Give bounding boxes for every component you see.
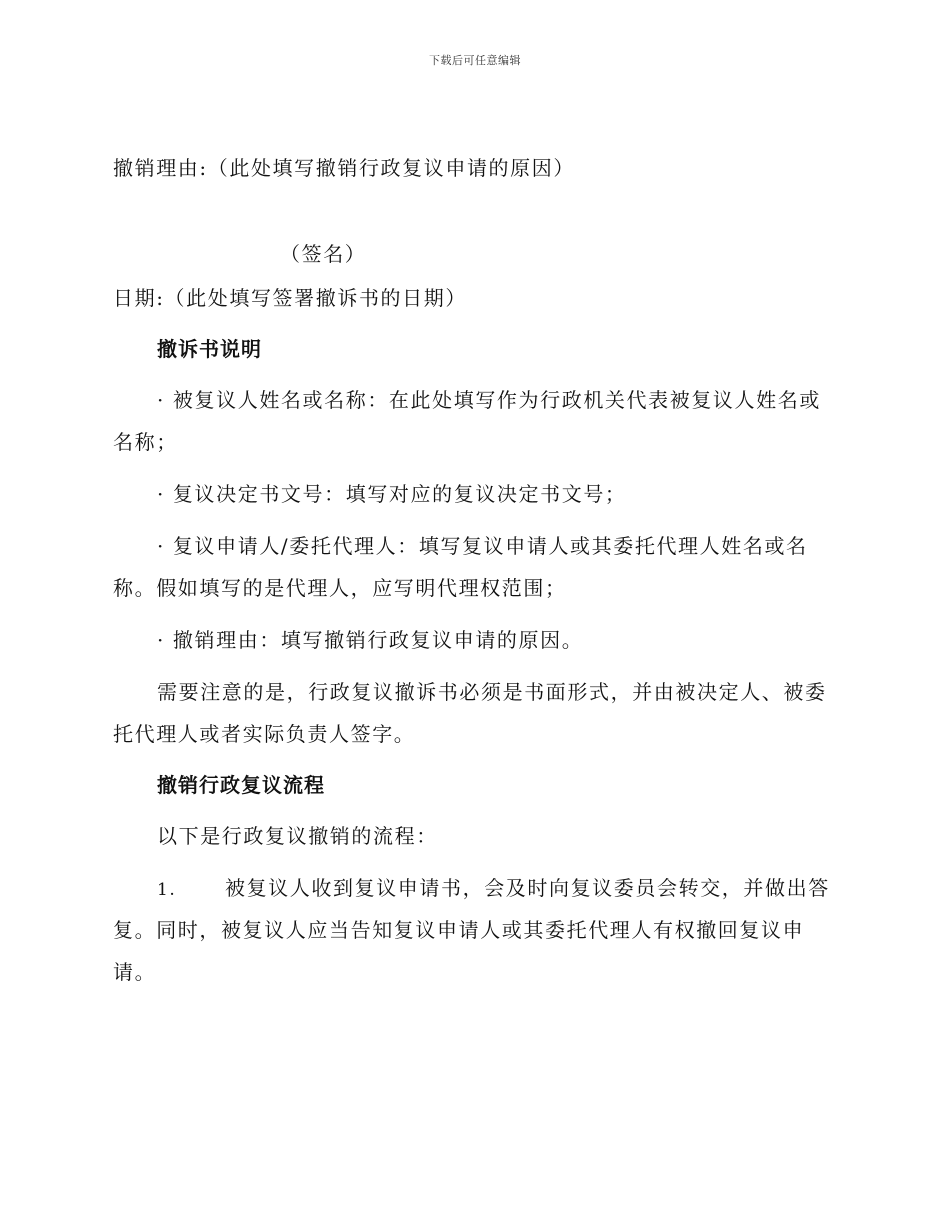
section-title-process: 撤销行政复议流程	[157, 773, 325, 797]
signature-line: （签名）	[280, 242, 367, 266]
process-step-1-line2: 复。同时，被复议人应当告知复议申请人或其委托代理人有权撤回复议申	[113, 918, 805, 942]
list-item-reason: · 撤销理由：填写撤销行政复议申请的原因。	[157, 628, 584, 652]
step-text: 被复议人收到复议申请书，会及时向复议委员会转交，并做出答	[225, 876, 830, 900]
list-item-decision-number: · 复议决定书文号：填写对应的复议决定书文号；	[157, 482, 627, 506]
list-item-respondent-line2: 名称；	[113, 430, 178, 454]
list-item-respondent-line1: · 被复议人姓名或名称：在此处填写作为行政机关代表被复议人姓名或	[157, 388, 821, 412]
step-number: 1.	[157, 880, 177, 900]
process-step-1-line1	[157, 874, 830, 904]
page-header: 下载后可任意编辑	[429, 54, 521, 67]
section-title-explanation: 撤诉书说明	[157, 337, 262, 361]
list-item-applicant-line1: · 复议申请人/委托代理人：填写复议申请人或其委托代理人姓名或名	[157, 534, 808, 558]
revoke-reason-line: 撤销理由:（此处填写撤销行政复议申请的原因）	[113, 156, 575, 180]
process-step-1-line3: 请。	[113, 960, 157, 984]
date-line: 日期:（此处填写签署撤诉书的日期）	[113, 286, 467, 310]
note-paragraph-line2: 托代理人或者实际负责人签字。	[113, 722, 416, 746]
note-paragraph-line1: 需要注意的是，行政复议撤诉书必须是书面形式，并由被决定人、被委	[157, 680, 827, 704]
list-item-applicant-line2: 称。假如填写的是代理人，应写明代理权范围；	[113, 576, 567, 600]
process-intro: 以下是行政复议撤销的流程：	[157, 824, 438, 848]
